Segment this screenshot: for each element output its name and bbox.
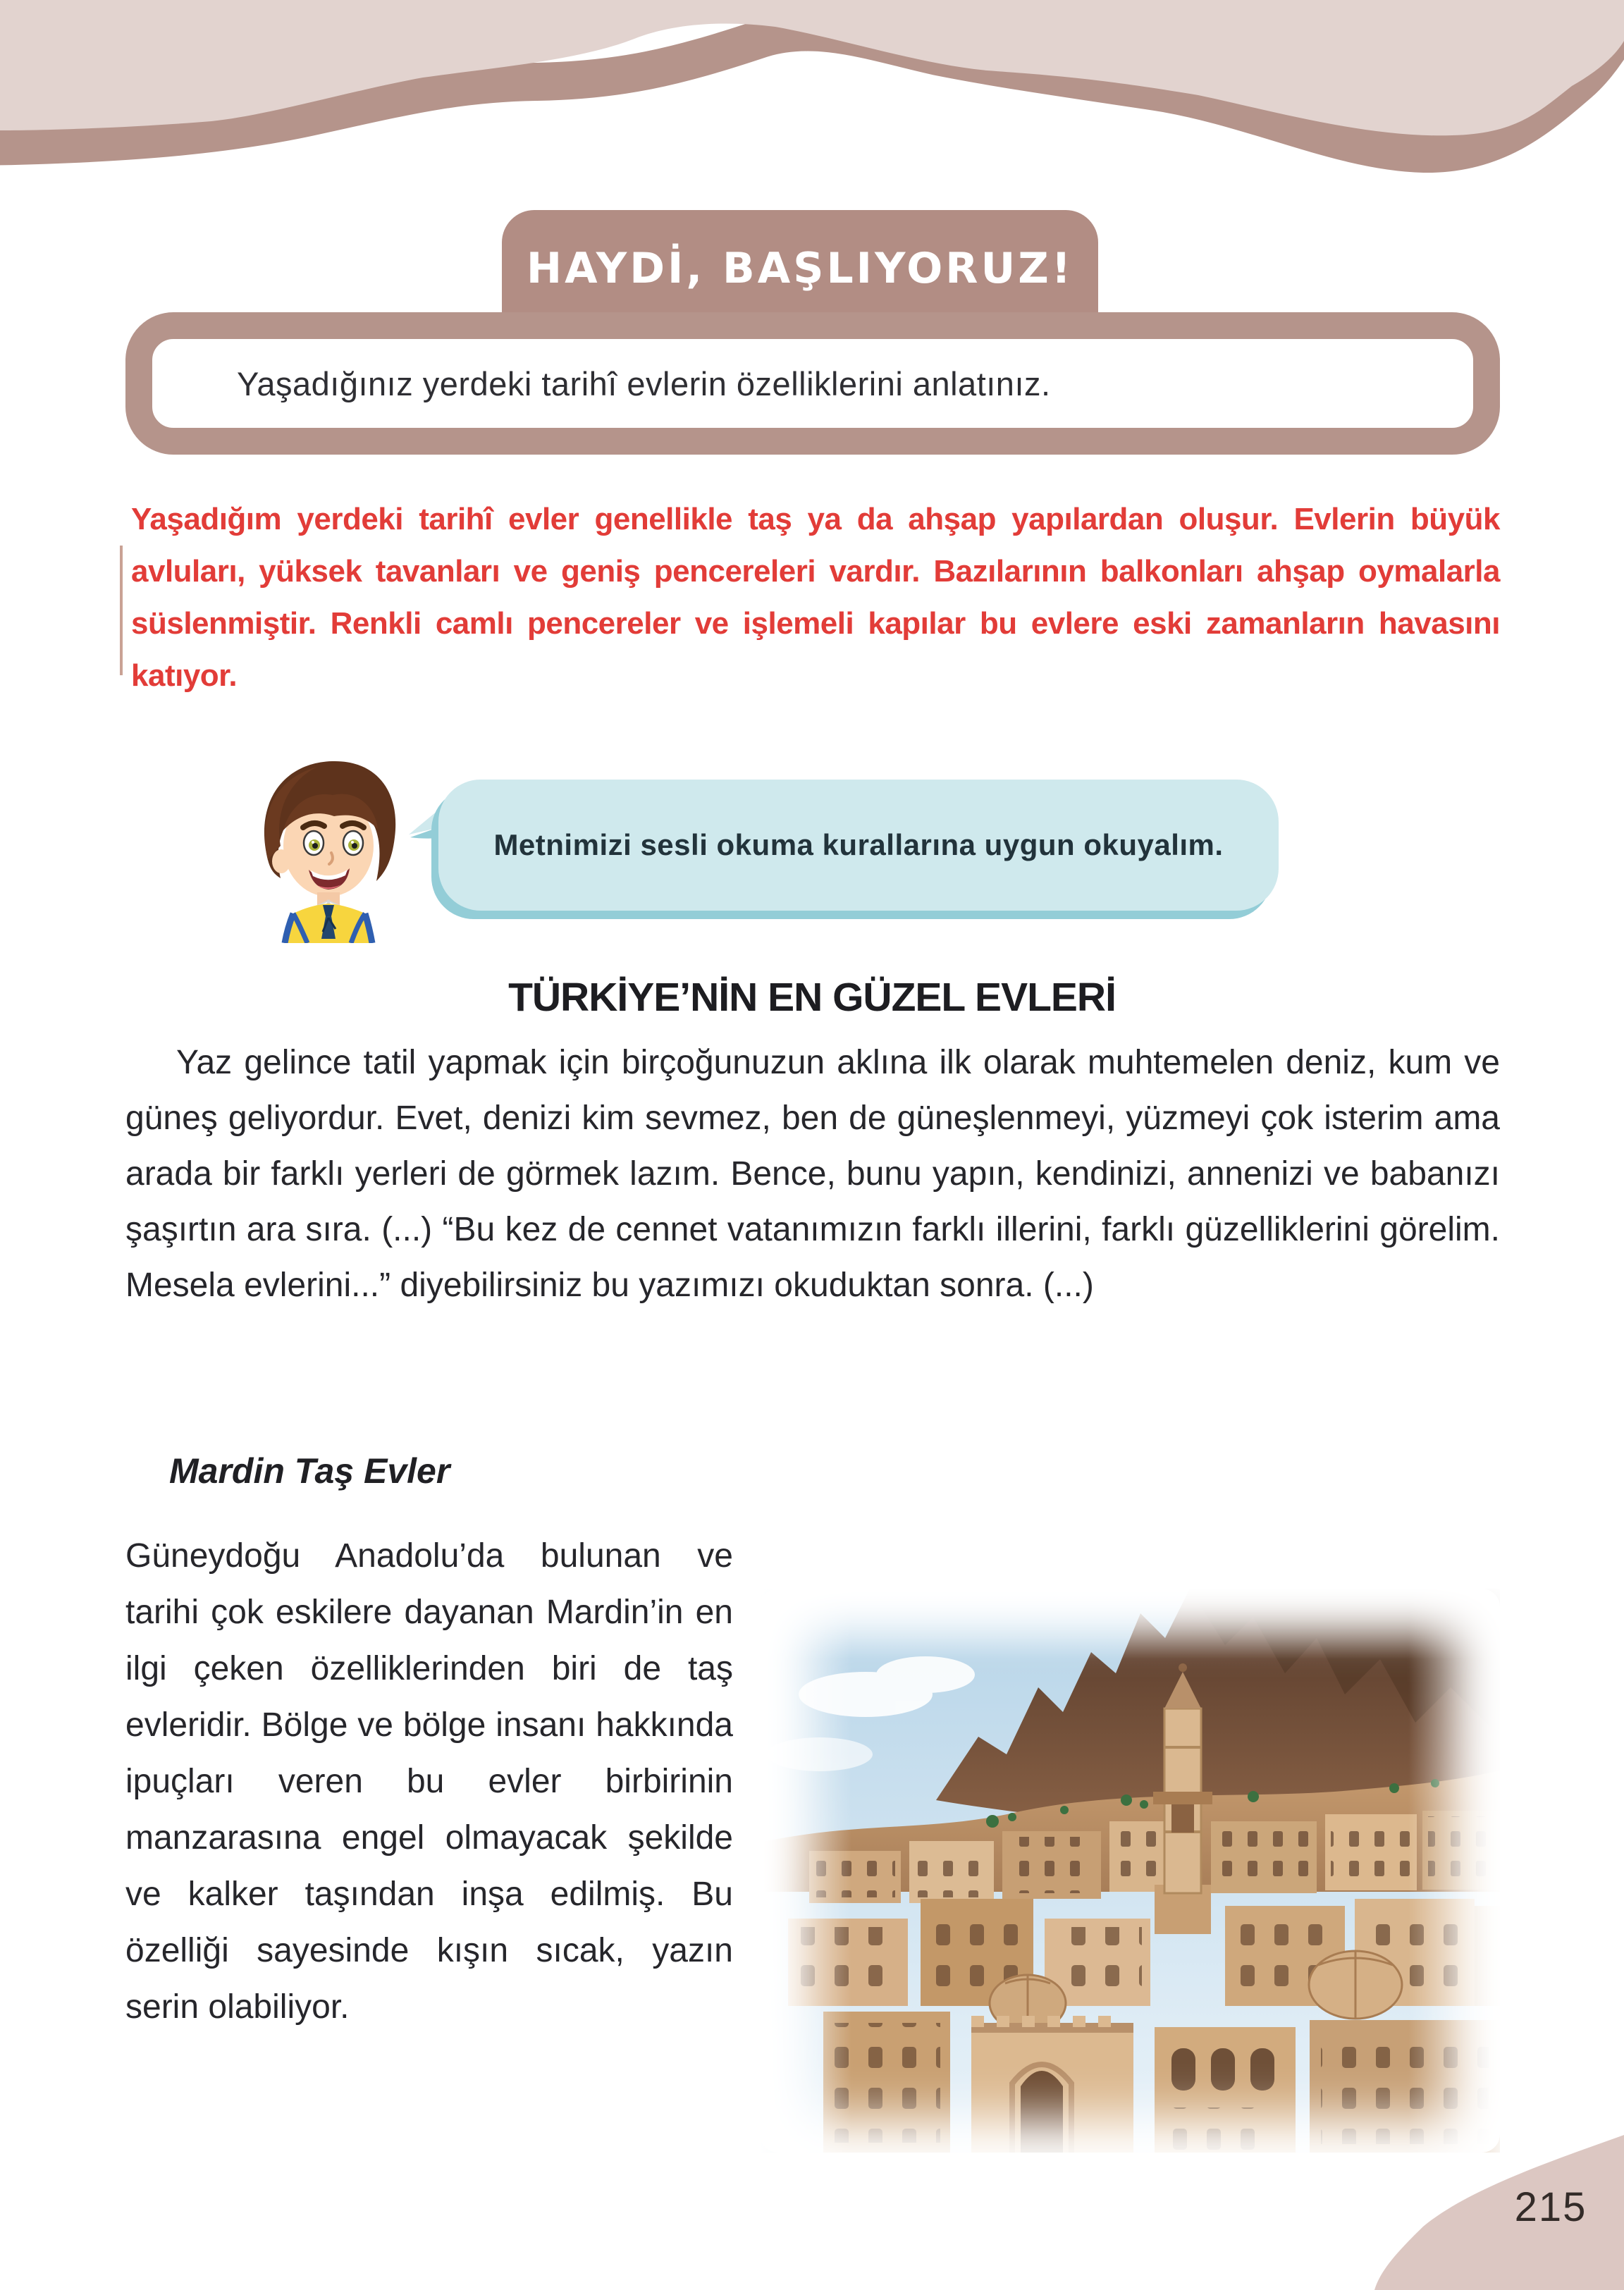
article-paragraph-2-block xyxy=(125,1528,1500,2161)
top-wave-decoration xyxy=(0,0,1624,183)
speech-bubble xyxy=(438,780,1279,911)
article-title: TÜRKİYE’NİN EN GÜZEL EVLERİ xyxy=(508,975,1116,1020)
speech-bubble-text: Metnimizi sesli okuma kurallarına uygun okuyalım. xyxy=(493,828,1224,861)
student-answer-text: Yaşadığım yerdeki tarihî evler genellikle taş ya da ahşap yapılardan oluşur. Evlerin büyük avluları, yüksek tavanları ve geniş pencereleri vardır. Bazılarının balkonları ahşap oymalarla süslenmiştir. Renkli camlı pencereler ve işlemeli kapılar bu evlere eski zamanların havasını katıyor. xyxy=(131,502,1500,693)
mardin-stone-houses-illustration xyxy=(760,1589,1500,2153)
section-banner-label: HAYDİ, BAŞLIYORUZ! xyxy=(526,243,1074,293)
mardin-photo xyxy=(760,1589,1500,2153)
prompt-text: Yaşadığınız yerdeki tarihî evlerin özelliklerini anlatınız. xyxy=(237,364,1051,402)
article-paragraph-1: Yaz gelince tatil yapmak için birçoğunuzun aklına ilk olarak muhtemelen deniz, kum ve güneş geliyordur. Evet, denizi kim sevmez, ben de güneşlenmeyi, yüzmeyi çok isterim ama arada bir farklı yerleri de görmek lazım. Bence, bunu yapın, kendinizi, annenizi ve babanızı şaşırtın ara sıra. (...) “Bu kez de cennet vatanımızın farklı illerini, farklı güzelliklerini görelim. Mesela evlerini...” diyebilirsiniz bu yazımızı okuduktan sonra. (...) xyxy=(125,1044,1500,1304)
article-paragraph-2: Güneydoğu Anadolu’da bulunan ve tarihi çok eskilere dayanan Mardin’in en ilgi çeken özelliklerinden biri de taş evleridir. Bölge ve bölge insanı hakkında ipuçları veren bu evler birbirinin manzarasına engel olmayacak şekilde ve kalker taşından inşa edilmiş. Bu özelliği sayesinde kışın sıcak, yazın serin olabiliyor. xyxy=(125,1537,733,2026)
page-number: 215 xyxy=(1514,2184,1587,2230)
article-subheading: Mardin Taş Evler xyxy=(169,1451,450,1491)
prompt-box xyxy=(125,312,1500,455)
boy-avatar xyxy=(244,754,412,943)
answer-margin-rule xyxy=(120,546,123,675)
